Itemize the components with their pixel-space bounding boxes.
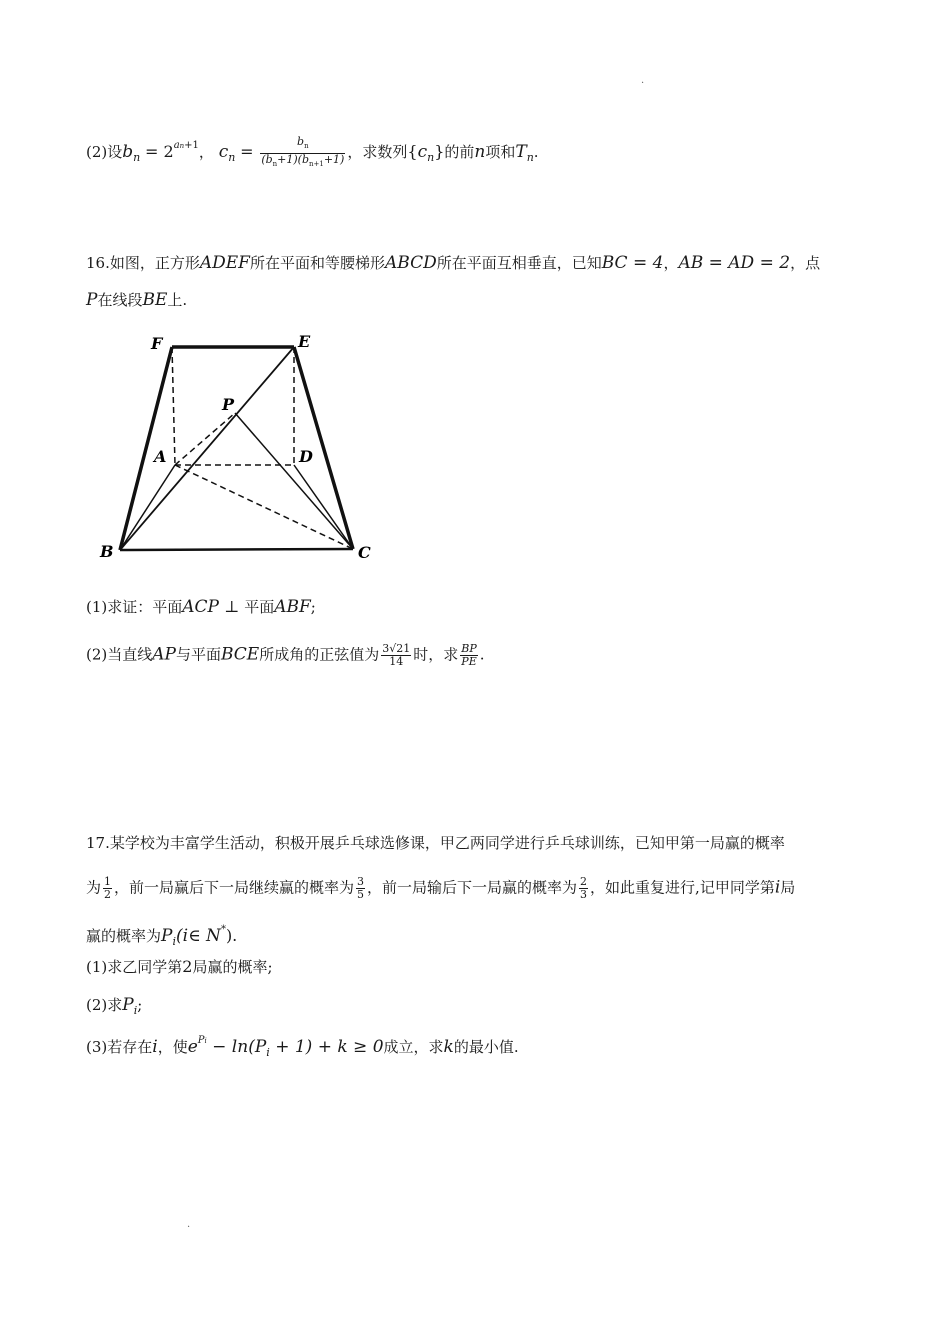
edge-DC — [294, 465, 353, 549]
label-E: E — [298, 332, 311, 351]
q16-part2: (2)当直线AP与平面BCE所成角的正弦值为 $\frac{3√21}{14}$ 时，求 $\frac{BP}{PE}$ . — [86, 642, 485, 668]
edge-FA — [172, 347, 175, 465]
q16-part1: (1)求证：平面ACP ⊥ 平面ABF; — [86, 597, 316, 617]
q16-statement-line2: P在线段BE上. — [86, 290, 188, 310]
q16-figure — [95, 328, 385, 572]
cn-fraction: $\frac{b_n}{(b_n+1)(b_{n+1}+1)}$ — [261, 135, 345, 168]
edge-BA — [120, 465, 175, 550]
q17-statement-line2: 为 $\frac{1}{2}$ ，前一局赢后下一局继续赢的概率为 $\frac{3}{5}$ ，前一局输后下一局赢的概率为 $\frac{2}{3}$ ，如此重复进行,记甲同学第i局 — [86, 875, 796, 901]
edge-BC — [120, 549, 353, 550]
corner-mark-bottom: · — [187, 1222, 191, 1233]
trapezoid-figure — [95, 328, 385, 568]
corner-mark-top: · — [641, 78, 645, 89]
q17-statement-line3: 赢的概率为$P_i(i\in$ N*). — [86, 924, 238, 948]
label-A: A — [154, 447, 167, 466]
label-F: F — [151, 334, 163, 353]
q16-statement-line1: 16.如图，正方形ADEF所在平面和等腰梯形ABCD所在平面互相垂直，已知BC = 4，AB = AD = 2，点 — [86, 253, 821, 273]
label-D: D — [299, 447, 313, 466]
q17-part2: (2)求$P_i$; — [86, 995, 143, 1017]
edge-AP — [175, 413, 235, 465]
label-B: B — [100, 542, 114, 561]
sine-fraction: $\frac{3√21}{14}$ — [382, 642, 411, 668]
q15-part2: (2)设$b_n = 2^{an+1}$， $c_n$ = $\frac{b_n}{(b_n+1)(b_{n+1}+1)}$ ，求数列$\{c_n\}$的前n项和$T_n$. — [86, 135, 539, 168]
label-C: C — [358, 543, 371, 562]
q17-statement-line1: 17.某学校为丰富学生活动，积极开展乒乓球选修课，甲乙两同学进行乒乓球训练，已知甲第一局赢的概率 — [86, 834, 785, 852]
edge-PC — [235, 413, 353, 549]
q17-part1: (1)求乙同学第2局赢的概率; — [86, 957, 273, 976]
ratio-fraction: $\frac{BP}{PE}$ — [461, 642, 477, 668]
edge-AC — [175, 465, 353, 549]
q17-part3: (3)若存在i，使$e^{Pi} - \ln(P_i + 1) + k \ge 0$成立，求k的最小值. — [86, 1035, 519, 1059]
label-P: P — [222, 395, 235, 414]
